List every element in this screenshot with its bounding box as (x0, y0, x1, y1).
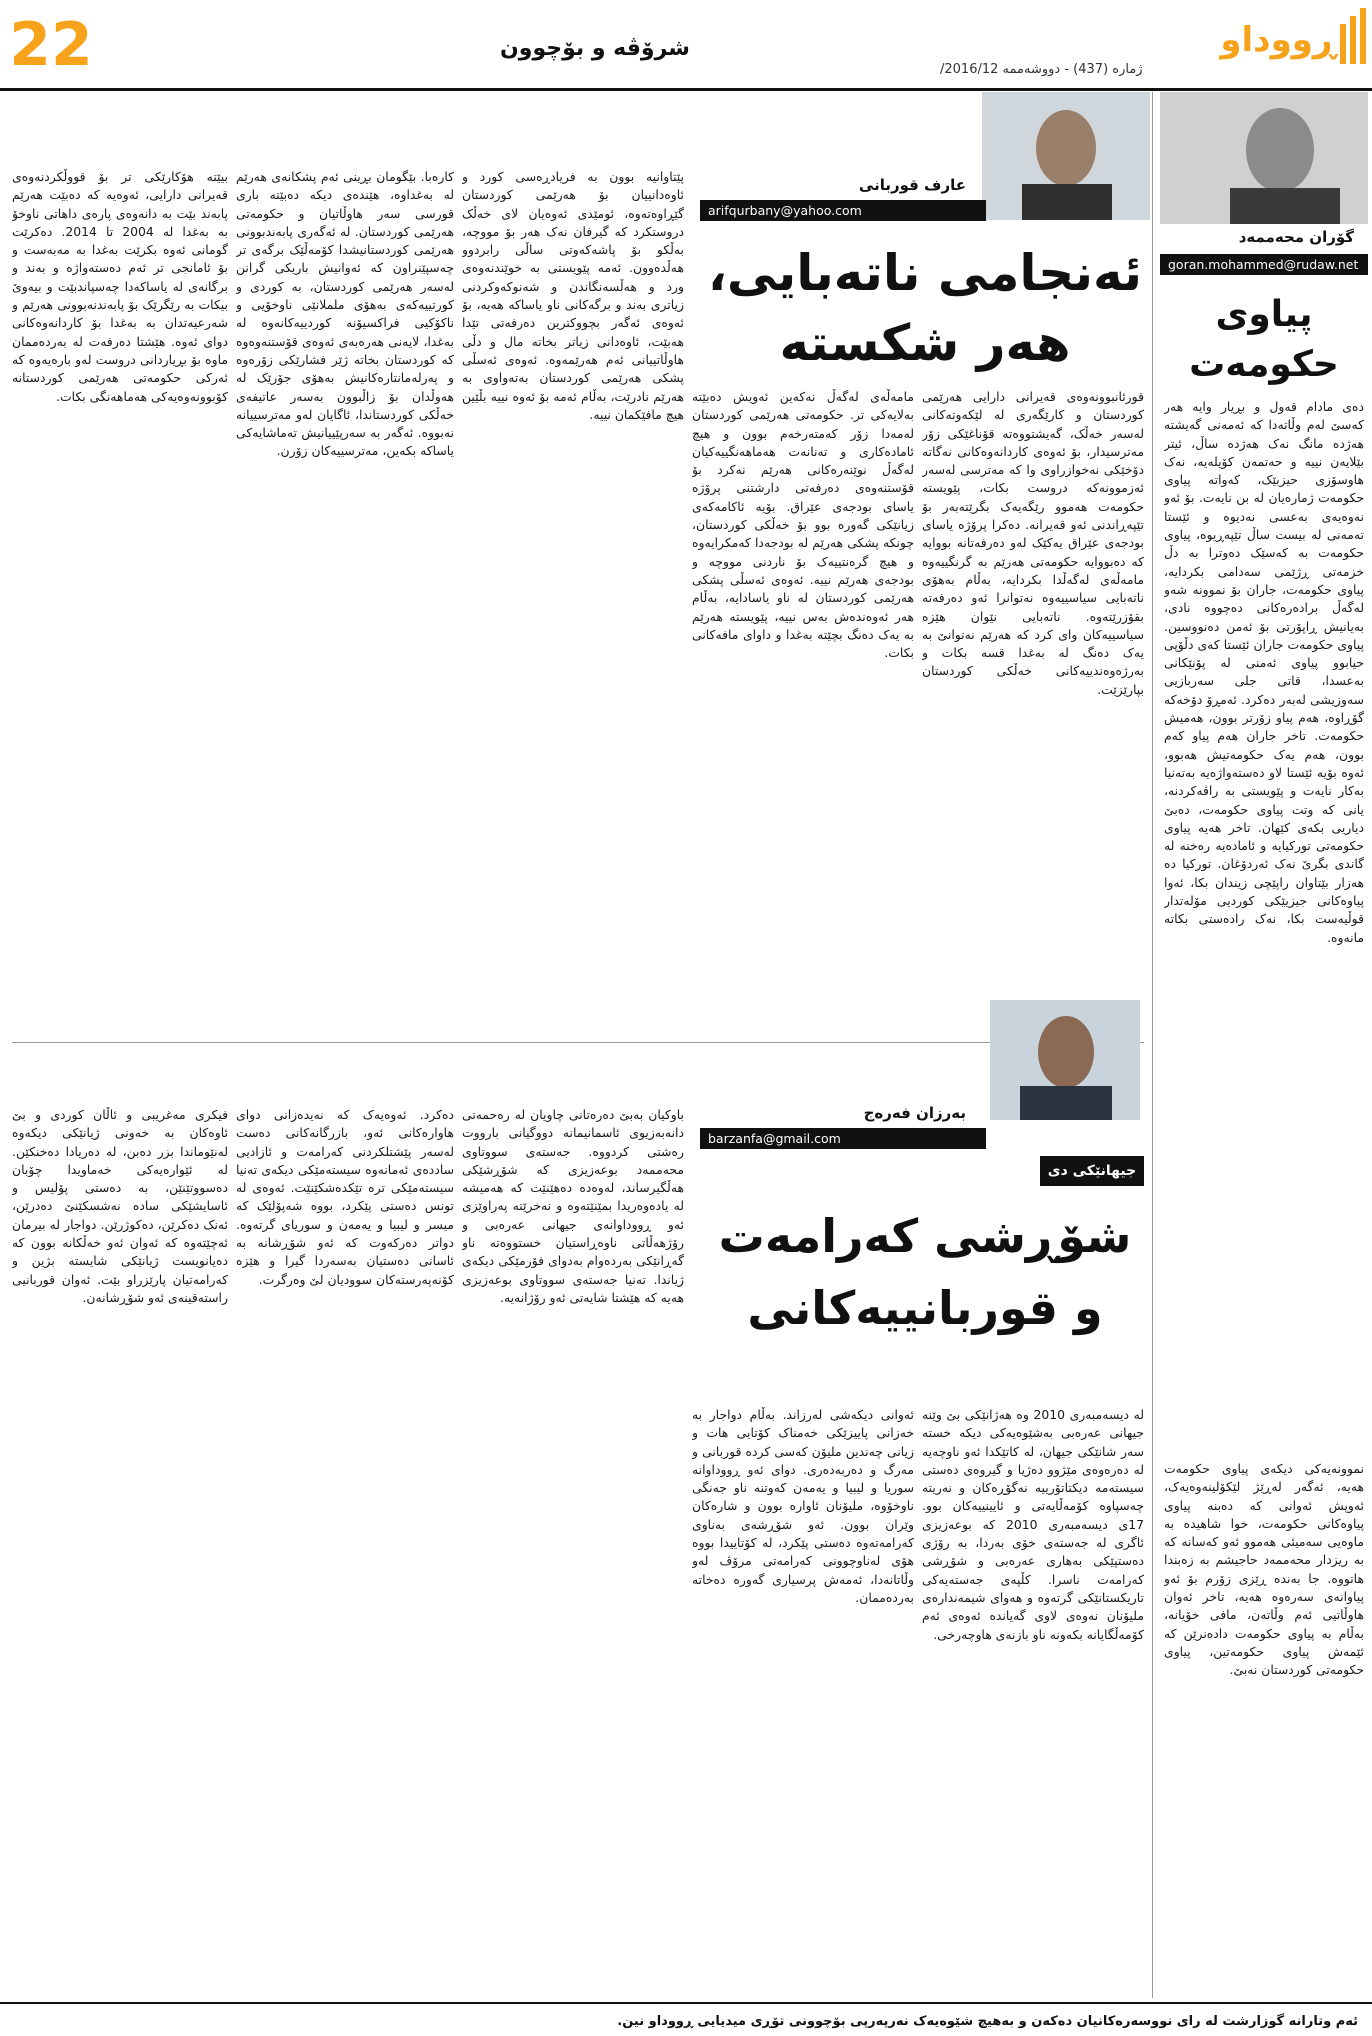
paragraph: لە دیسەمبەری 2010 وە هەژانێکی بێ وێنە جیهانی عەرەبی بەشێوەیەکی دیکە خستە سەر شانێکی جیهان، لە کاتێکدا ئەو ناوچەیە لە دەرەوەی مێژوو دەژیا و گیروەی دەستی سیستەمە دیکتاتۆرییە نەگۆڕەکان و نەریتە چەسپاوە کۆمەڵایەتی و ئایینییەکان بوو. 17ی دیسەمبەری 2010 کە بوعەزیزی ئاگری لە جەستەی خۆی بەردا، بە رۆژی دەستپێکی بەهاری عەرەبی و شۆڕشی کەرامەت ناسرا. کڵپەی جەستەیەکی تاریکستانێکی گرتەوە و هەوای شیمەندارەی ملیۆنان نەوەی لاوی گەیاندە ئەوەی ئەم کۆمەڵگایانە بکەونە ناو بازنەی هاوچەرخی. (922, 1407, 1144, 1642)
author-email-barzan[interactable]: barzanfa@gmail.com (700, 1128, 986, 1149)
article2-col4 (236, 1106, 454, 1998)
author-photo-arif (982, 92, 1150, 220)
article2-col1 (922, 1406, 1144, 1998)
portrait-icon (990, 1000, 1140, 1120)
article2-col5 (12, 1106, 228, 1998)
column-divider (1152, 92, 1153, 1998)
author-photo-barzan (990, 1000, 1140, 1120)
paragraph: نموونەیەکی دیکەی پیاوی حکومەت هەیە، ئەگەر لەڕێژ لێکۆلینەوەیەک، ئەوپش ئەوانی کە دەبنە پیاوی پیاوەکانی حکومەت، خوا شاهیدە بە ماوەیی سەمیئی هەموو ئەو کەسانە کە بە ریزدار محەممەد حاجیشم بە زەبندا هاتووە. جا بەندە ڕێزی زۆرم بۆ ئەو پیاوانەی سەرەوە هەیە، تاخر ئەوان هاوڵاتیی ئەم وڵاتەن، مافی خۆیانە، بەڵام بە پیاوی حکومەت دادەنرێن کە ئێمەش پیاوی حکومەتین، پیاوی حکومەتی کوردستان نەبێ. (1164, 1461, 1364, 1678)
issue-info: ژمارە (437) - دووشەممە 2016/12/ (940, 62, 1143, 77)
page-number: 22 (9, 10, 93, 80)
author-email-arif[interactable]: arifqurbany@yahoo.com (700, 200, 986, 221)
paragraph: دەکرد. ئەوەیەک کە نەیدەزانی دوای هاوارەکانی ئەو، بازرگانەکانی دەست لەسەر پێشتلکردنی کەرامەت و ئازادیی ساددەی ئەمانەوە سیستەمێکی دیکەی تەنیا سیستەمێکی ترە تێکدەشکێنێت. ئەوەی لە تونس دەستی پێکرد، بووە شەپۆلێک کە میسر و لیبیا و یەمەن و سوریای گرتەوە. دواتر دەرکەوت کە ئەو شۆڕشانە بە ئاسانی دەستیان بەسەردا گیرا و هێزە کۆنەپەرستەکان سوودیان لێ وەرگرت. (236, 1107, 454, 1287)
article1-col4 (236, 168, 454, 1010)
paragraph: مامەڵەی لەگەڵ نەکەین ئەویش دەبێتە بەلایەکی تر. حکومەتی هەرێمی کوردستان لەمەدا زۆر کەمتەرخەم بوون و هیچ ئامادەکاری و تەنانەت هەماهەنگییەکیان لەگەڵ نوێنەرەکانی هەرێم نەکرد بۆ قۆستنەوەی دەرفەتی دارشتنی پرۆژە یاسای بودجەی عێراق. بۆیە ئاکامەکەی زیانێکی گەورە بوو بۆ خەڵکی کوردستان، چونکە پشکی هەرێم لە بودجەدا کەمکرایەوە و هیچ گرەنتییەک بۆ ناردنی مووچە و بودجەی هەرێم نییە. ئەوەی ئەسڵی پشکی هەرێمی کوردستان لە ناو یاسادایە، بەڵام هەر ئەوەندەش بەس نییە، پێویستە هەرێم بە یەک دەنگ بچێتە بەغدا و داوای مافەکانی بکات. (692, 389, 914, 661)
paragraph: قورئانبوونەوەی قەیرانی دارایی هەرێمی کوردستان و کارێگەری لە لێکەوتەکانی لەسەر خەڵک، گەیشتووەتە قۆناغێکی زۆر مەترسیدار، بۆ ئەوەی کاردانەوەکانی نەگاتە دۆخێکی نەخوازراوی وا کە مەترسی لەسەر ئەزموونەکە دروست بکات، پێویستە حکومەت هەموو رێگەیەک بگرێتەبەر بۆ تێپەڕاندنی ئەو قەیرانە. دەکرا پرۆژە یاسای بودجەی عێراق یەکێک لەو دەرفەتانە بووایە کە دەبووایە حکومەتی هەرێم بە گرنگییەوە مامەڵەی لەگەڵدا بکردایە، بەڵام بەهۆی ناتەبایی سیاسییەوە نەتوانرا ئەو دەرفەتە بقۆزرێتەوە. ناتەبایی نێوان هێزە سیاسییەکان وای کرد کە هەرێم نەتوانێ بە یەک دەنگ لە بەغدا قسە بکات و بەرژەوەندییەکانی خەڵکی کوردستان بپارێزێت. (922, 389, 1144, 697)
article2-col3 (462, 1106, 684, 1998)
article1-col3 (462, 168, 684, 1010)
headline-arif: ئەنجامی ناتەبایی، هەر شکستە (707, 244, 1143, 372)
author-name-goran: گۆران محەممەد (1238, 228, 1354, 246)
article2-col2 (692, 1406, 914, 1998)
page-header (0, 0, 1372, 91)
article-separator (12, 1042, 1144, 1043)
portrait-icon (982, 92, 1150, 220)
author-email-goran[interactable]: goran.mohammed@rudaw.net (1160, 254, 1368, 275)
column-tag: جیهانێکی دی (1040, 1156, 1144, 1186)
headline-barzan: شۆڕشی کەرامەت و قوربانییەکانی (718, 1209, 1132, 1335)
paragraph: پێتاوانیە بوون بە فریادڕەسی کورد و ئاوەدانییان بۆ هەرێمی کوردستان گێڕاوەتەوە، ئومێدی ئەوەیان لای خەڵک دروستکرد کە گیرفان نەک هەر بۆ مووچە، بەڵکو بۆ پاشەکەوتی ساڵی رابردوو هەڵدەوون. ئەمە پێویستی بە خوێندنەوەی ورد و هەڵسەنگاندن و شەنوکەوکردنی زیاتری بەند و برگەکانی ناو یاساکە هەیە، بۆ ئەوەی ئەگەر بچووکترین دەرفەتی تێدا هەبێت، ئاوەدانی زیاتر بخاتە مال و دڵی هاوڵاتییانی ئەم هەرێمەوە. ئەوەی ئەسڵی پشکی هەرێمی کوردستان بەتەواوی بە هەرێم نادرێت، بەڵام ئەمە بۆ ئەوە نییە بڵێین هیچ مافێکمان نییە. (462, 169, 684, 422)
article-body-goran (1164, 398, 1364, 1406)
portrait-icon (1160, 92, 1368, 224)
paragraph: کارەبا. بێگومان بڕینی ئەم پشکانەی هەرێم لە بەغداوە، هێندەی دیکە دەبێتە باری قورسی سەر هاوڵاتیان و حکومەتی هەرێمی کوردستان. لە ئەگەری پابەندبوونی هەرێمی کوردستانیشدا کۆمەڵێک برگەی تر چەسپێنراون کە ئەوانیش باریکی گرانن لەسەر هەرێمی کوردستان، بە کوردی و کورتییەکەی بەهۆی ململانێی ناوخۆیی و ناکۆکیی فراکسیۆنە کوردییەکانەوە لە بەغدا، لایەنی هەرەبەی ئەوەی قۆستنەوەوە کە کوردستان بخاتە ژێر فشارێکی زۆرەوە و پەرلەمانتارەکانیش بەهۆی جۆرێک لە هەوڵدان بۆ زاڵبوون بەسەر عاتیفەی خەڵکی کوردستاندا، ئاگایان لەو مەترسییانە نەبووە. ئەگەر بە سەرپێییانیش تەماشایەکی یاساکە بکەین، مەترسییەکان زۆرن. (236, 169, 454, 459)
paragraph: باوکیان بەبێ دەرەتانی چاویان لە رەحمەتی دانەبەزیوی ئاسمانیمانە دووگیانی بارووت رەشتی کردووە. جەستەی سووتاوی محەممەد بوعەزیزی کە شۆڕشێکی هەڵگیرساند، لەوەدە دەهێنێت کە هەمیشە لە یادەوەریدا بمێنێتەوە و نەخرێتە پەراوێزی ئەو ڕووداوانەی جیهانی عەرەبی و رۆژهەڵاتی ناوەڕاستیان خستووەتە ناو گەڕانێکی بەردەوام بەدوای فۆرمێکی دیکەی ژیاندا. تەنیا جەستەی سووتاوی بوعەزیزی هەیە کە هێشتا شایەتی ئەو رۆژانەیە. (462, 1107, 684, 1305)
section-title: شرۆڤە و بۆچوون (500, 36, 690, 61)
article-body-goran-cont (1164, 1460, 1364, 1995)
paragraph: بیێتە هۆکارێکی تر بۆ قووڵکردنەوەی قەیرانی دارایی، ئەوەیە کە دەبێت هەرێم پابەند بێت بە دانەوەی پارەی داهاتی ناوخۆ بە بەغدا لە 2004 تا 2014. دەکرێت گومانی ئەوە بکرێت بەغدا بە مەبەست و بۆ ئامانجی تر ئەم دەستەواژە و بەند و برگانەی لە یاساکەدا چەسپاندبێت و بیەوێ بیکات بە رێگرێک بۆ پابەندنەبوونی هەرێم و شەرعیەتدان بە بەغدا بۆ کاردانەوەکانی دوای ئەوە. هێشتا دەرفەت لە بەردەممان ماوە بۆ بڕیاردانی دروست لەو بارەیەوە کە ئەرکی حکومەتی هەرێمی کوردستانە کۆبوونەوەیەکی هەماهەنگی بکات. (12, 169, 228, 404)
article1-col1 (922, 388, 1144, 1010)
author-name-barzan: بەرزان فەرەج (858, 1104, 972, 1122)
page-footer (0, 2002, 1372, 2036)
paragraph: ئەوانی دیکەشی لەرزاند. بەڵام دواجار بە خەزانی پاییزێکی خەمناک کۆتایی هات و زیانی چەندین ملیۆن کەسی کرده قوربانی و مەرگ و دەربەدەری. دوای ئەو ڕووداوانە سوریا و لیبیا و یەمەن کەوتنە ناو جەنگی ناوخۆوە، ملیۆنان ئاوارە بوون و شارەکان وێران بوون. ئەو شۆڕشەی بەناوی کەرامەتەوە دەستی پێکرد، لە کۆتاییدا بووە هۆی لەناوچوونی کەرامەتی مرۆڤ لەو وڵاتانەدا، ئەمەش پرسیاری گەورە دەخاتە بەردەممان. (692, 1407, 914, 1605)
article1-col2 (692, 388, 914, 1010)
author-photo-goran (1160, 92, 1368, 224)
paragraph: دەی مادام قەول و بڕیار وایە هەر کەسێ لەم وڵاتەدا کە ئەمەنی گەیشتە هەژدە مانگ نەک هەژدە ساڵ، ئیتر بێلایەن نییە و حەتمەن کۆیلەیە، نەک هاوسۆزی حیزبێک، کەواتە پیاوی حکومەت ژمارەیان لە بن نایەت. بۆ ئەو نەوەیەی بەعسی نەدیوە و ئێستا تەمەنی لە بیست ساڵ تێپەڕیوە، پیاوی حکومەت بە کەسێک دەوترا بە دڵ خزمەتی ڕژێمی سەدامی بکردایە، پیاوی حکومەت، جاران بۆ نموونە شەو لەگەڵ برادەرەکانی دەچووە نادی، بەیانیش ڕاپۆرتی بۆ ئەمن دەنووسین. پیاوی حکومەت جاران ئێستا کەی دڵۆپی حیابوو پیاوی ئەمنی لە پۆنێکانی بەعسدا، قاتی جلی سەربازیی سەوزیشی لەبەر دەکرد. ئەمڕۆ دۆخەکە گۆڕاوە، هەم پیاو زۆرتر بوون، هەمیش حکومەت. تاخر جاران هەم پیاو کەم بوون، هەم یەک حکومەتیش هەبوو، ئەوە بۆیە ئێستا لاو دەستەواژەیە بەتەنیا بەکار نایەت و پێویستی بە راڤەکردنە، یانی کە وتت پیاوی حکومەت، دەبێ دیاریی بکەی کێهان. تاخر هەیە پیاوی حکومەتی تورکیایە و ئامادەیە رەخنە لە گاندی بگرێ نەک ئەردۆغان. تورکیا دە هەزار بێتاوان راپێچی زیندان بکا، ئەوا پیاوەکانی جیزیێکی کوردیی مۆلەتدار قوڵیەست بکا، نەک رادەستی بکاتە مانەوە. (1164, 399, 1364, 945)
rudaw-logo (1220, 6, 1366, 82)
disclaimer: ئەم وتارانە گوزارشت لە رای نووسەرەکانیان دەکەن و بەهیچ شێوەیەک نەرپەرپی بۆچوونی تۆڕی میدیایی ڕووداو نین. (617, 2014, 1358, 2029)
logo-text: ڕووداو (1220, 20, 1336, 60)
author-name-arif: عارف قوربانی (853, 176, 972, 194)
article1-col5 (12, 168, 228, 1010)
headline-goran: پیاوی حکومەت (1189, 294, 1339, 385)
paragraph: فیکری مەغریبی و ئاڵان کوردی و بێ ئاوەکان بە خەونی ژیانێکی دیکەوە لەنێوماندا بزر دەبن، لە دەریادا دەخنکێن. لە ئێوارەیەکی خەماویدا چۆبان دەسووتێنێن، بە دەستی پۆلیس و ئاسایشێکی سادە نەشسکێنێ دەدرێن، ئەنک دەکرێن، دەکوژرێن. دواجار لە بیرمان ئەچێتەوە کە ئەوان ئەو خەڵکانە بوون کە دەیانویست ژیانێکی شایستە بژین و کەرامەتیان پارێزراو بێت. ئەوان قوربانیی راستەقینەی ئەو شۆڕشانەن. (12, 1107, 228, 1305)
